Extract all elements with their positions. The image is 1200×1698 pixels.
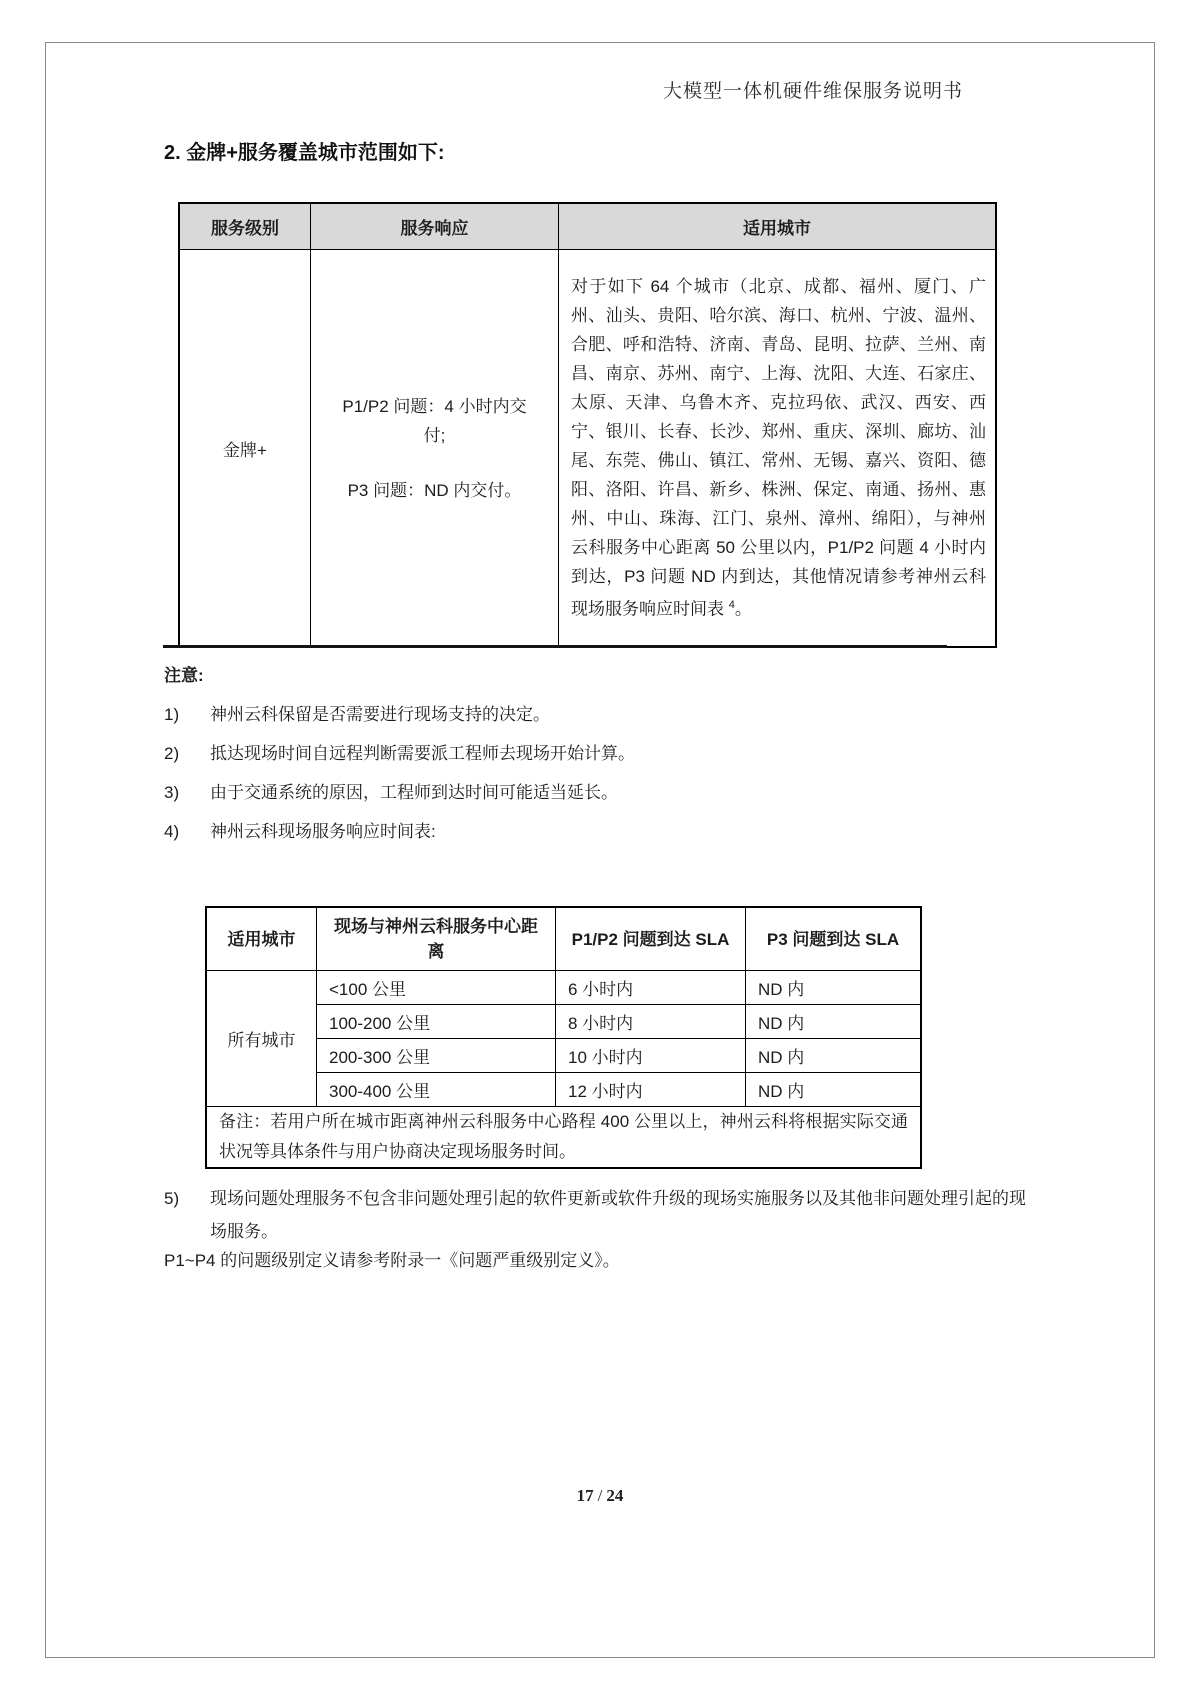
sla-p12-cell: 12 小时内 <box>556 1073 746 1107</box>
sla-header-p3: P3 问题到达 SLA <box>746 907 922 971</box>
note-text: 现场问题处理服务不包含非问题处理引起的软件更新或软件升级的现场实施服务以及其他非问题处理引起的现场服务。 <box>210 1189 1026 1241</box>
service-table-header-level: 服务级别 <box>179 203 311 250</box>
sla-p12-cell: 8 小时内 <box>556 1005 746 1039</box>
note-number: 3) <box>164 783 180 802</box>
service-table-row <box>179 250 996 648</box>
sla-header-distance: 现场与神州云科服务中心距离 <box>317 907 556 971</box>
note-text: 神州云科现场服务响应时间表: <box>210 822 436 841</box>
sla-distance-cell: 200-300 公里 <box>317 1039 556 1073</box>
service-table-header-response: 服务响应 <box>311 203 559 250</box>
service-table-header-cities: 适用城市 <box>559 203 997 250</box>
note-number: 1) <box>164 705 180 724</box>
note-item-2 <box>164 742 1004 766</box>
service-coverage-table <box>178 202 997 648</box>
note-number: 4) <box>164 822 180 841</box>
onsite-sla-table <box>205 906 922 1169</box>
note-text: 抵达现场时间自远程判断需要派工程师去现场开始计算。 <box>210 744 635 763</box>
cities-text: 对于如下 64 个城市（北京、成都、福州、厦门、广州、汕头、贵阳、哈尔滨、海口、杭州、宁波、温州、合肥、呼和浩特、济南、青岛、昆明、拉萨、兰州、南昌、南京、苏州、南宁、上海、沈阳、大连、石家庄、太原、天津、乌鲁木齐、克拉玛依、武汉、西安、西宁、银川、长春、长沙、郑州、重庆、深圳、廊坊、汕尾、东莞、佛山、镇江、常州、无锡、嘉兴、资阳、德阳、洛阳、许昌、新乡、株洲、保定、南通、扬州、惠州、中山、珠海、江门、泉州、漳州、绵阳），与神州云科服务中心距离 50 公里以内，P1/P2 问题 4 小时内到达，P3 问题 ND 内到达，其他情况请参考神州云科现场服务响应时间表 <box>571 277 986 619</box>
note-text: 由于交通系统的原因，工程师到达时间可能适当延长。 <box>210 783 618 802</box>
sla-distance-cell: 300-400 公里 <box>317 1073 556 1107</box>
section-divider-rule <box>163 645 947 648</box>
footer-page-number: 17 <box>576 1486 594 1505</box>
footnote-superscript: 4 <box>728 599 735 612</box>
footer-separator: / <box>597 1486 603 1505</box>
section-heading: 2. 金牌+服务覆盖城市范围如下: <box>164 142 445 164</box>
applicable-cities-cell <box>559 250 997 648</box>
response-p3: P3 问题：ND 内交付。 <box>347 480 522 500</box>
sla-distance-cell: <100 公里 <box>317 971 556 1005</box>
sla-header-city: 适用城市 <box>206 907 317 971</box>
cities-text-end: 。 <box>734 599 752 619</box>
sla-p12-cell: 10 小时内 <box>556 1039 746 1073</box>
sla-row-1 <box>206 971 921 1005</box>
closing-paragraph: P1~P4 的问题级别定义请参考附录一《问题严重级别定义》。 <box>164 1251 620 1270</box>
note-number: 2) <box>164 744 180 763</box>
response-p12: P1/P2 问题：4 小时内交付; <box>342 396 527 445</box>
sla-p12-cell: 6 小时内 <box>556 971 746 1005</box>
sla-remark-row <box>206 1107 921 1169</box>
note-item-4 <box>164 820 1004 844</box>
note-text: 神州云科保留是否需要进行现场支持的决定。 <box>210 705 550 724</box>
service-response-cell <box>311 250 559 648</box>
sla-distance-cell: 100-200 公里 <box>317 1005 556 1039</box>
sla-remark-cell: 备注：若用户所在城市距离神州云科服务中心路程 400 公里以上，神州云科将根据实际交通状况等具体条件与用户协商决定现场服务时间。 <box>206 1107 921 1169</box>
page-footer <box>0 1486 1200 1506</box>
sla-header-p12: P1/P2 问题到达 SLA <box>556 907 746 971</box>
note-item-3 <box>164 781 1004 805</box>
notes-title: 注意: <box>164 666 204 685</box>
service-table-header-row <box>179 203 996 250</box>
sla-p3-cell: ND 内 <box>746 1073 922 1107</box>
footer-total-pages: 24 <box>606 1486 624 1505</box>
document-header-title: 大模型一体机硬件维保服务说明书 <box>662 81 963 102</box>
sla-p3-cell: ND 内 <box>746 971 922 1005</box>
note-item-5 <box>164 1182 1036 1248</box>
sla-city-scope-cell: 所有城市 <box>206 971 317 1107</box>
service-level-cell: 金牌+ <box>179 250 311 648</box>
note-number: 5) <box>164 1189 180 1208</box>
notes-block <box>164 664 1004 844</box>
note-item-1 <box>164 703 1004 727</box>
sla-p3-cell: ND 内 <box>746 1005 922 1039</box>
sla-table-header-row <box>206 907 921 971</box>
sla-p3-cell: ND 内 <box>746 1039 922 1073</box>
